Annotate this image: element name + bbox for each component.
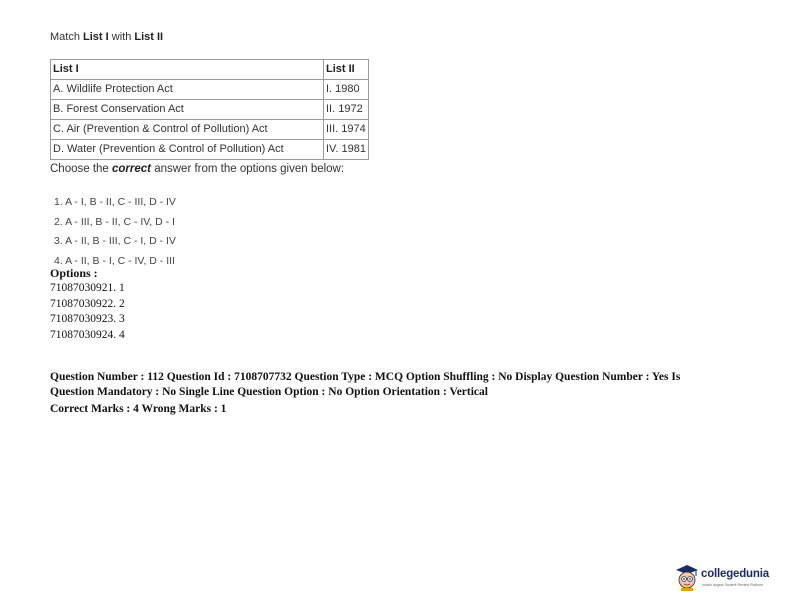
table-cell: C. Air (Prevention & Control of Pollution) Act [51, 120, 324, 140]
intro-list1: List I [83, 31, 109, 43]
marks-line: Correct Marks : 4 Wrong Marks : 1 [50, 403, 227, 415]
answer-option: 4. A - II, B - I, C - IV, D - III [54, 254, 175, 267]
answer-options-list [54, 193, 176, 271]
match-table [50, 59, 369, 160]
options-label: Options : [50, 266, 98, 280]
header-list-1: List I [51, 60, 324, 80]
table-cell: I. 1980 [324, 80, 369, 100]
question-metadata [50, 370, 750, 417]
option-id: 71087030924. 4 [50, 328, 125, 341]
collegedunia-logo [674, 563, 770, 593]
metadata-line: Question Mandatory : No Single Line Question Option : No Option Orientation : Vertical [50, 385, 488, 398]
answer-option: 1. A - I, B - II, C - III, D - IV [54, 196, 176, 208]
option-id: 71087030921. 1 [50, 282, 125, 294]
metadata-line: Question Number : 112 Question Id : 7108707732 Question Type : MCQ Option Shuffling : No Display Question Number : Yes Is [50, 371, 681, 383]
table-cell: A. Wildlife Protection Act [51, 80, 324, 100]
table-cell: D. Water (Prevention & Control of Pollution) Act [51, 140, 324, 160]
table-cell: IV. 1981 [324, 140, 369, 160]
option-id: 71087030923. 3 [50, 313, 125, 325]
answer-option: 3. A - II, B - III, C - I, D - IV [54, 235, 176, 247]
option-id: 71087030922. 2 [50, 297, 125, 310]
table-row [51, 80, 369, 100]
logo-tagline: India's largest Student Review Platform [702, 583, 763, 587]
table-header-row [51, 60, 369, 80]
table-row [51, 100, 369, 120]
intro-mid: with [108, 31, 135, 43]
header-list-2: List II [324, 60, 369, 80]
table-cell: II. 1972 [324, 100, 369, 120]
intro-list2: List II [134, 31, 164, 43]
mascot-icon [674, 563, 700, 591]
intro-prefix: Match [50, 31, 84, 43]
table-cell: B. Forest Conservation Act [51, 100, 324, 120]
choose-emphasis: correct [112, 163, 152, 175]
logo-name: collegedunia [701, 568, 769, 580]
question-intro [50, 31, 163, 43]
table-row [51, 120, 369, 140]
choose-instruction [50, 163, 344, 175]
option-ids-list [50, 281, 125, 343]
choose-prefix: Choose the [50, 163, 113, 175]
choose-suffix: answer from the options given below: [151, 163, 345, 175]
table-row [51, 140, 369, 160]
answer-option: 2. A - III, B - II, C - IV, D - I [54, 215, 175, 228]
table-cell: III. 1974 [324, 120, 369, 140]
